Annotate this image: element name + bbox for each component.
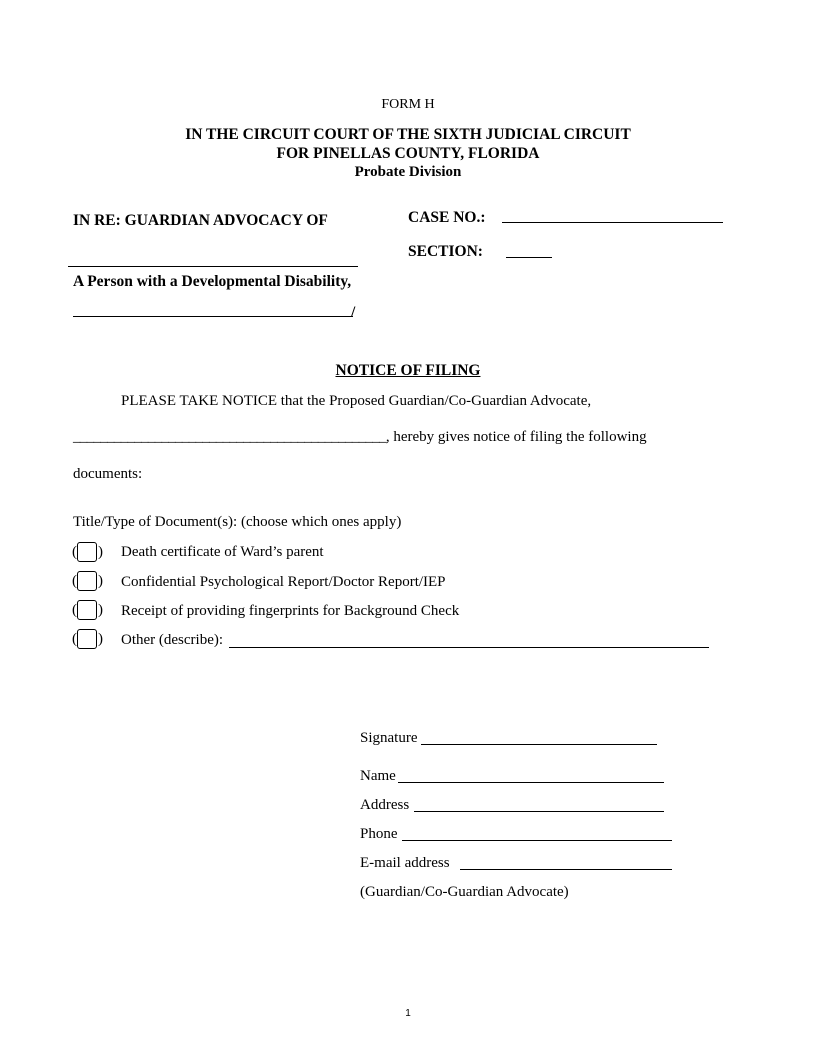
open-paren: (: [72, 544, 77, 560]
document-option: [72, 629, 102, 651]
notice-paragraph-line2: [73, 430, 647, 445]
phone-line[interactable]: [402, 840, 672, 841]
psychological-report-label: Confidential Psychological Report/Doctor Report/IEP: [121, 574, 446, 590]
page-number: 1: [405, 1008, 411, 1019]
open-paren: (: [72, 573, 77, 589]
in-re-heading: IN RE: GUARDIAN ADVOCACY OF: [73, 212, 328, 229]
documents-heading: Title/Type of Document(s): (choose which ones apply): [73, 514, 402, 530]
person-with-disability-label: A Person with a Developmental Disability,: [73, 273, 352, 290]
address-line[interactable]: [414, 811, 664, 812]
open-paren: (: [72, 602, 77, 618]
notice-paragraph-start: PLEASE TAKE NOTICE that the Proposed Guardian/Co-Guardian Advocate,: [121, 393, 592, 409]
ward-name-line[interactable]: [68, 266, 358, 267]
close-paren: ): [98, 602, 103, 618]
document-option: [72, 542, 102, 564]
open-paren: (: [72, 631, 77, 647]
case-number-label: CASE NO.:: [408, 209, 486, 226]
fingerprints-receipt-label: Receipt of providing fingerprints for Background Check: [121, 603, 460, 619]
case-number-field[interactable]: [502, 222, 723, 223]
signature-label: Signature: [360, 730, 418, 746]
psychological-report-checkbox[interactable]: [77, 571, 97, 591]
fingerprints-receipt-checkbox[interactable]: [77, 600, 97, 620]
form-label: FORM H: [381, 97, 435, 112]
death-certificate-label: Death certificate of Ward’s parent: [121, 544, 324, 560]
court-title-line2: FOR PINELLAS COUNTY, FLORIDA: [276, 145, 540, 162]
email-label: E-mail address: [360, 855, 450, 871]
division-label: Probate Division: [354, 164, 462, 180]
caption-slash: /: [351, 304, 356, 321]
death-certificate-checkbox[interactable]: [77, 542, 97, 562]
close-paren: ): [98, 573, 103, 589]
name-label: Name: [360, 768, 396, 784]
phone-label: Phone: [360, 826, 398, 842]
other-document-label: Other (describe):: [121, 632, 224, 648]
advocate-name-blank[interactable]: ______________________________________________: [73, 429, 386, 445]
document-option: [72, 600, 102, 622]
section-field[interactable]: [506, 257, 552, 258]
signature-line[interactable]: [421, 744, 657, 745]
close-paren: ): [98, 631, 103, 647]
other-document-checkbox[interactable]: [77, 629, 97, 649]
name-line[interactable]: [398, 782, 664, 783]
notice-title: NOTICE OF FILING: [335, 362, 481, 379]
section-label: SECTION:: [408, 243, 483, 260]
other-describe-field[interactable]: [229, 647, 709, 648]
notice-paragraph-mid: , hereby gives notice of filing the following: [385, 429, 647, 445]
caption-closing-line[interactable]: [73, 316, 353, 317]
email-line[interactable]: [460, 869, 672, 870]
address-label: Address: [360, 797, 410, 813]
notice-paragraph-end: documents:: [73, 466, 143, 482]
court-title-line1: IN THE CIRCUIT COURT OF THE SIXTH JUDICIAL CIRCUIT: [185, 126, 631, 143]
document-option: [72, 571, 102, 593]
close-paren: ): [98, 544, 103, 560]
role-label: (Guardian/Co-Guardian Advocate): [360, 884, 569, 900]
